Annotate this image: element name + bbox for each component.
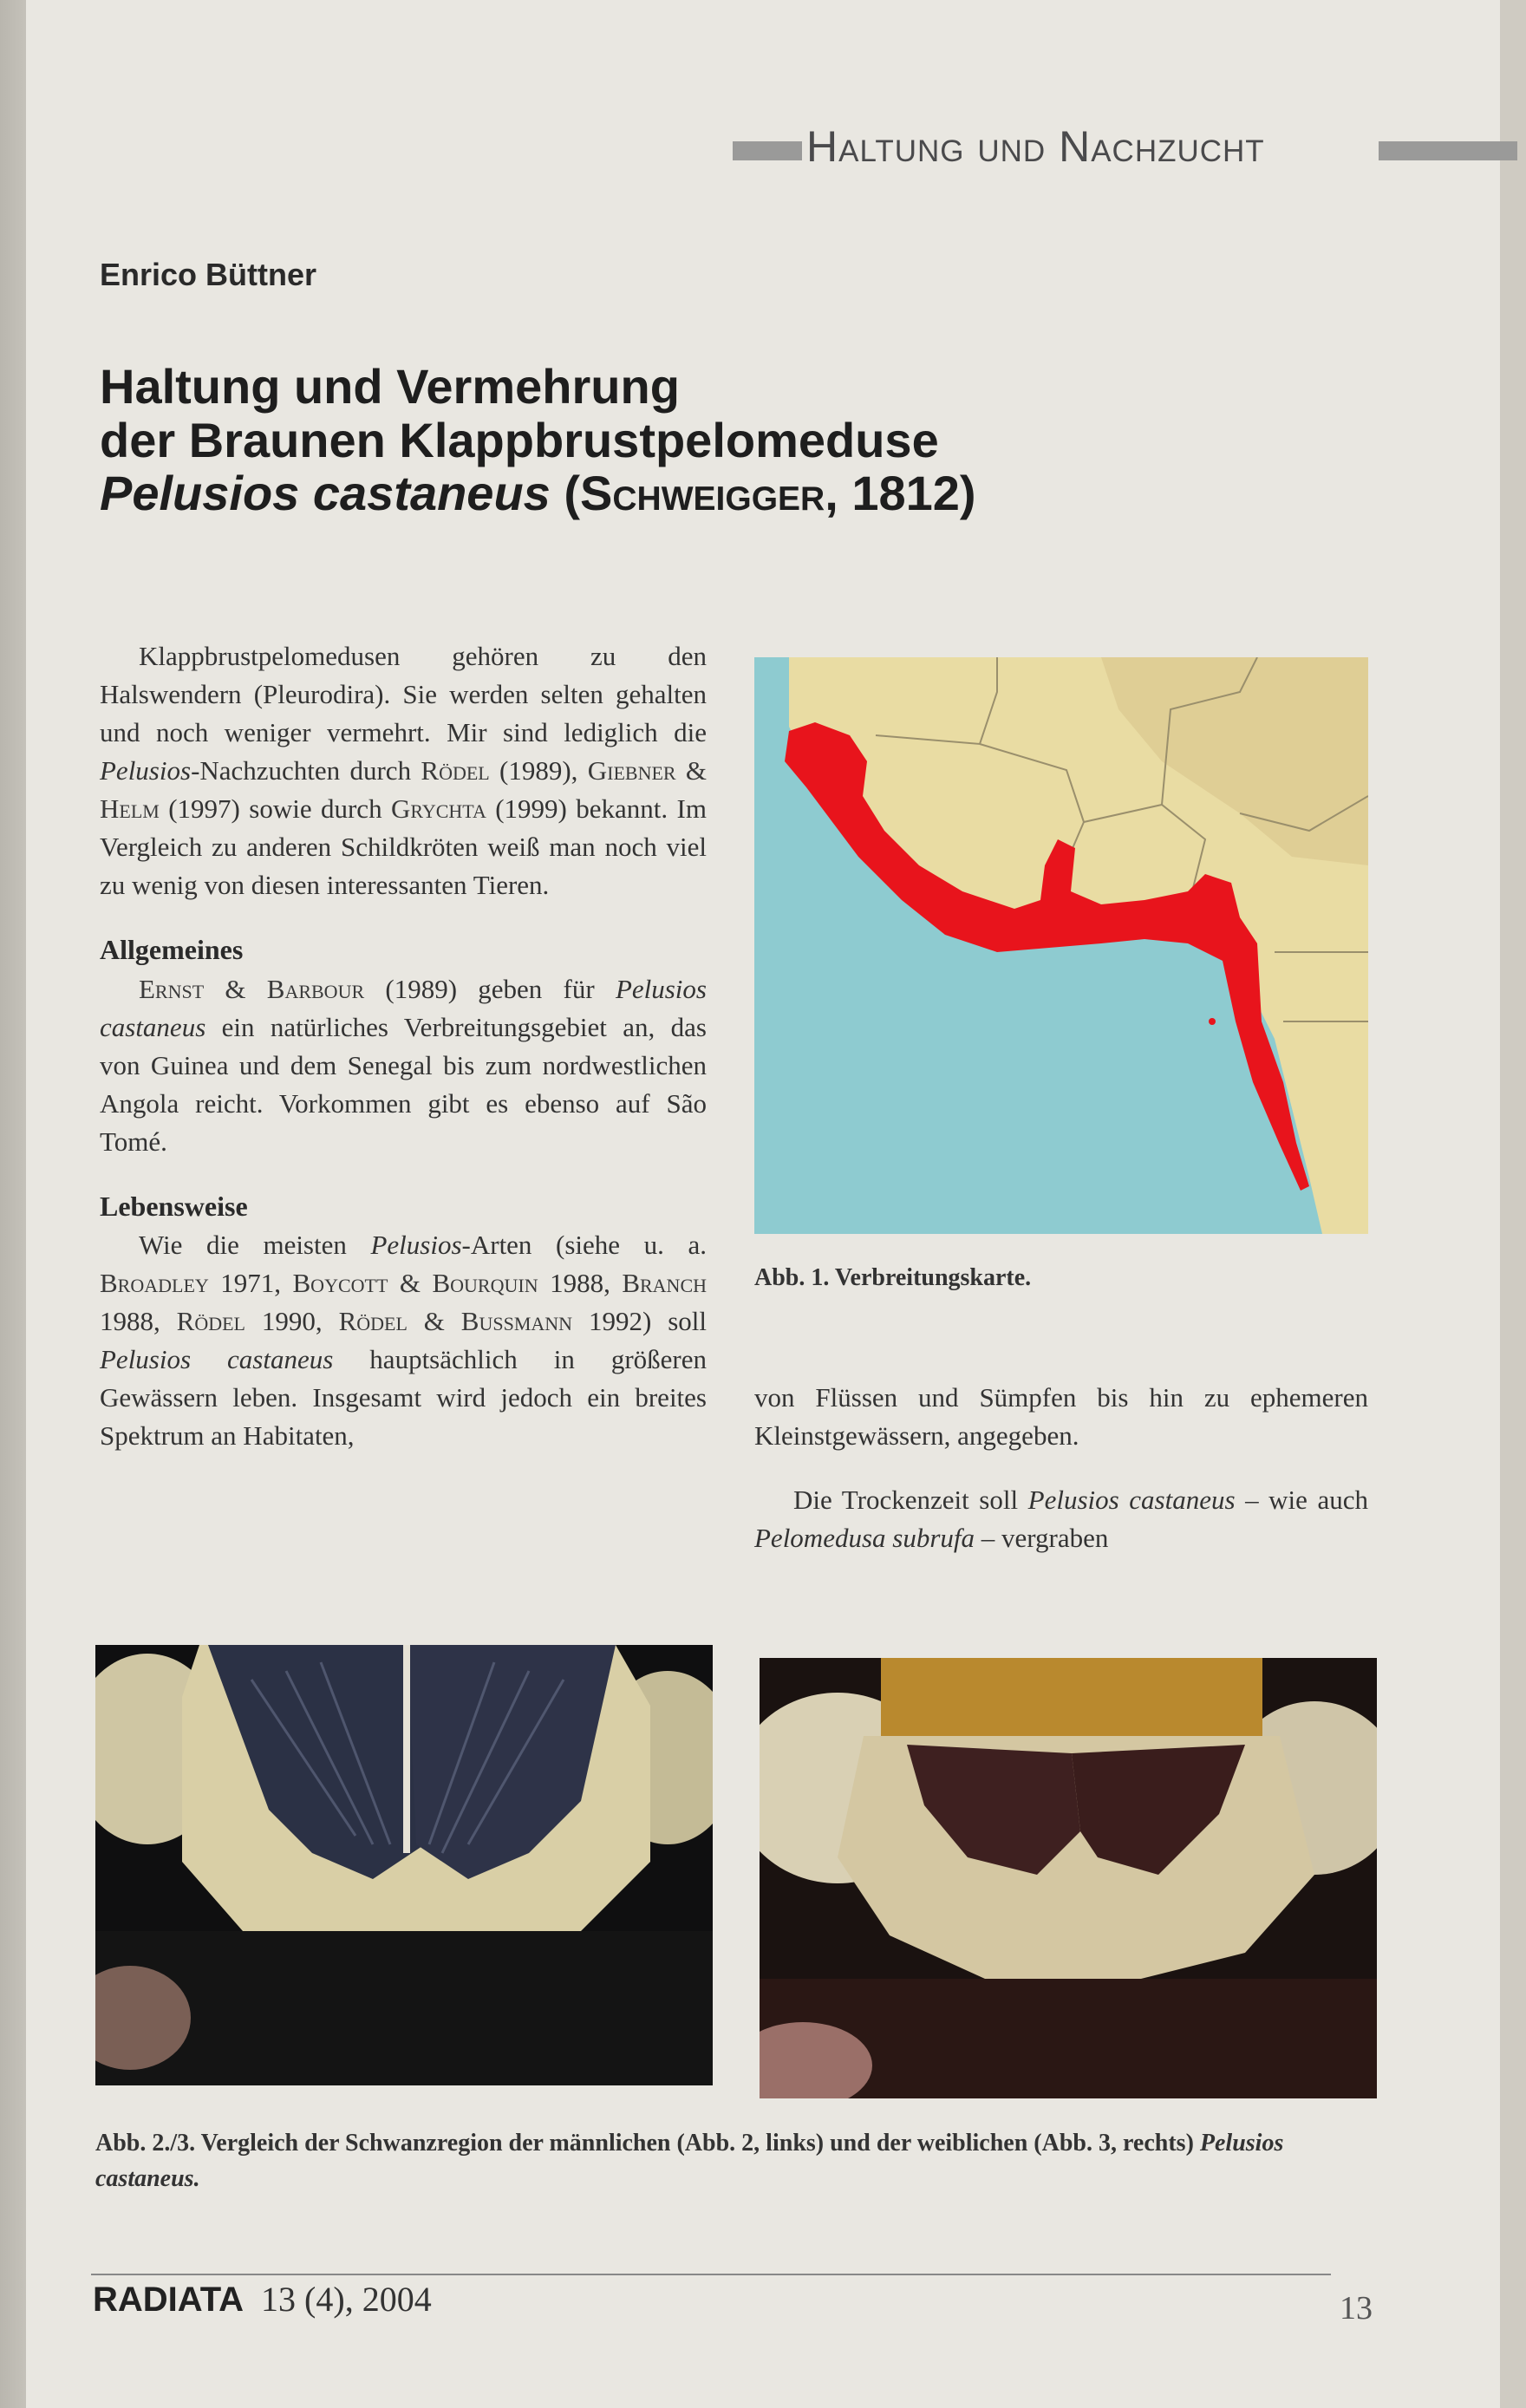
article-title: [100, 360, 1140, 520]
right-paragraph-1: von Flüssen und Sümpfen bis hin zu ephemeren Kleinstgewässern, angegeben.: [754, 1382, 1368, 1452]
left-column: [100, 637, 707, 1455]
map-graphic: [754, 657, 1368, 1234]
intro-paragraph: Klappbrustpelomedusen gehören zu den Halswendern (Pleurodira). Sie werden selten gehalten und noch weniger vermehrt. Mir sind lediglich die Pelusios-Nachzuchten durch Rödel (1989), Giebner & Helm (1997) sowie durch Grychta (1999) bekannt. Im Vergleich zu anderen Schildkröten weiß man noch viel zu wenig von diesen interessanten Tieren.: [100, 641, 707, 901]
journal-name: RADIATA: [93, 2281, 245, 2319]
heading-lebensweise: Lebensweise: [100, 1190, 248, 1222]
section-header: Haltung und Nachzucht: [806, 122, 1265, 171]
figure1-caption: Abb. 1. Verbreitungskarte.: [754, 1264, 1032, 1291]
title-species-author: (Schweigger, 1812): [564, 466, 976, 521]
right-paragraph-2: Die Trockenzeit soll Pelusios castaneus – wie auch Pelomedusa subrufa – vergraben: [754, 1485, 1369, 1554]
footer-rule: [91, 2274, 1331, 2275]
heading-allgemeines: Allgemeines: [100, 934, 244, 966]
allgemeines-paragraph: Ernst & Barbour (1989) geben für Pelusios castaneus ein natürliches Verbreitungsgebiet an, das von Guinea und dem Senegal bis zum nordwestlichen Angola reicht. Vorkommen gibt es ebenso auf São Tomé.: [100, 973, 707, 1157]
photo-male-tail: [95, 1645, 713, 2085]
distribution-map: [754, 657, 1368, 1234]
photo-female-tail: [760, 1658, 1377, 2098]
article-author: Enrico Büttner: [100, 257, 317, 292]
title-line-1: Haltung und Vermehrung: [100, 359, 680, 414]
range-sao-tome: [1209, 1018, 1216, 1025]
title-line-3: [100, 467, 1140, 520]
header-rule-left: [733, 141, 802, 160]
page-number: 13: [1340, 2290, 1373, 2326]
title-line-2: der Braunen Klappbrustpelomeduse: [100, 412, 939, 467]
title-species: Pelusios castaneus: [100, 466, 551, 521]
journal-issue: 13 (4), 2004: [261, 2280, 432, 2319]
header-rule-right: [1379, 141, 1517, 160]
lebensweise-paragraph: Wie die meisten Pelusios-Arten (siehe u. a. Broadley 1971, Boycott & Bourquin 1988, Branch 1988, Rödel 1990, Rödel & Bussmann 1992) soll Pelusios castaneus hauptsächlich in größeren Gewässern leben. Insgesamt wird jedoch ein breites Spektrum an Habitaten,: [100, 1230, 708, 1452]
right-column: [754, 1379, 1368, 1557]
figure23-caption: Abb. 2./3. Vergleich der Schwanzregion der männlichen (Abb. 2, links) und der weiblichen (Abb. 3, rechts) Pelusios castaneus.: [95, 2130, 1284, 2192]
footer-citation: [93, 2279, 432, 2320]
